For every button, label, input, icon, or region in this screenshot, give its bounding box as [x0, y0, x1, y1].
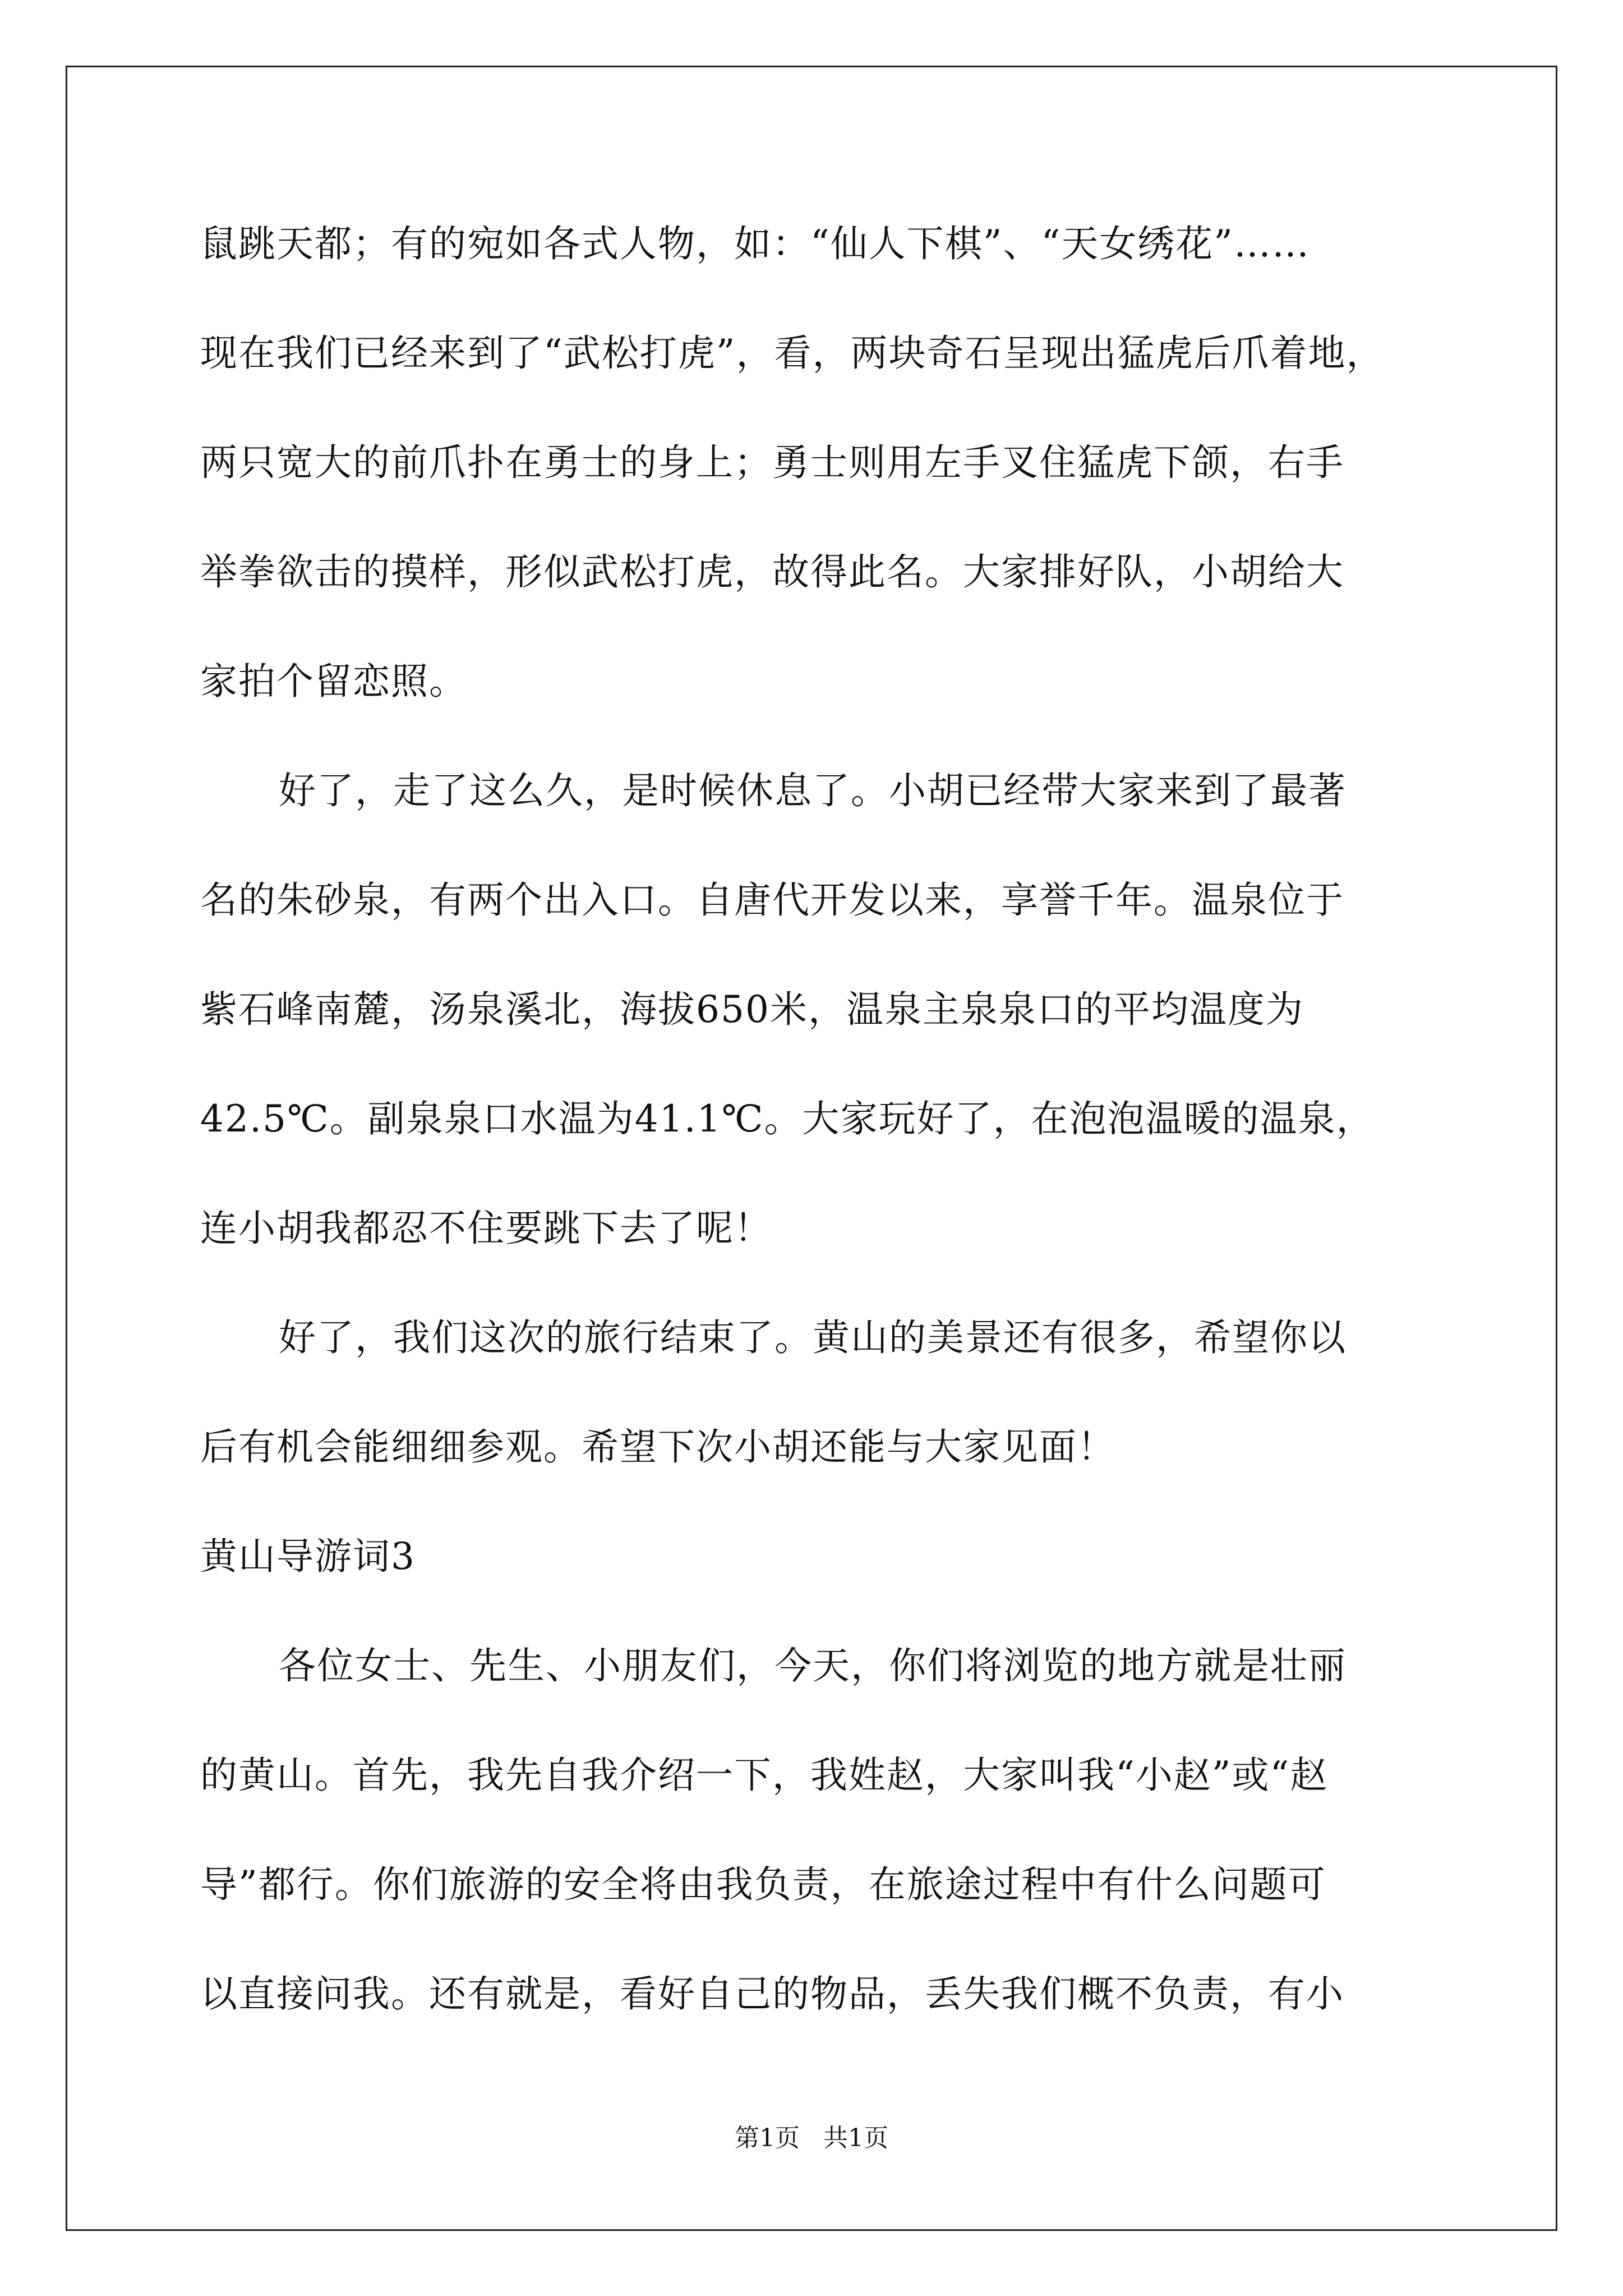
paragraph-line: 后有机会能细细参观。希望下次小胡还能与大家见面！ — [200, 1425, 1115, 1469]
paragraph-line: 名的朱砂泉，有两个出入口。自唐代开发以来，享誉千年。温泉位于 — [200, 878, 1344, 922]
paragraph-line: 连小胡我都忍不住要跳下去了呢！ — [200, 1207, 772, 1250]
paragraph-line: 的黄山。首先，我先自我介绍一下，我姓赵，大家叫我“小赵”或“赵 — [200, 1754, 1329, 1797]
paragraph-line: 紫石峰南麓，汤泉溪北，海拔650米，温泉主泉泉口的平均温度为 — [200, 988, 1304, 1031]
paragraph-line: 现在我们已经来到了“武松打虎”，看，两块奇石呈现出猛虎后爪着地， — [200, 332, 1385, 375]
page-footer: 第1页 共1页 — [735, 2124, 888, 2152]
paragraph-line: 举拳欲击的摸样，形似武松打虎，故得此名。大家排好队，小胡给大 — [200, 550, 1344, 593]
paragraph-line: 导”都行。你们旅游的安全将由我负责，在旅途过程中有什么问题可 — [200, 1863, 1326, 1906]
paragraph-line: 好了，走了这么久，是时候休息了。小胡已经带大家来到了最著 — [279, 769, 1347, 812]
paragraph-line: 各位女士、先生、小朋友们，今天，你们将浏览的地方就是壮丽 — [279, 1644, 1347, 1687]
paragraph-line: 两只宽大的前爪扑在勇士的身上；勇士则用左手叉住猛虎下颌，右手 — [200, 441, 1344, 484]
paragraph-line: 42.5℃。副泉泉口水温为41.1℃。大家玩好了，在泡泡温暖的温泉， — [200, 1097, 1375, 1140]
paragraph-line: 鼠跳天都；有的宛如各式人物，如：“仙人下棋”、“天女绣花”…… — [200, 222, 1310, 265]
section-heading: 黄山导游词3 — [200, 1535, 416, 1578]
paragraph-line: 以直接问我。还有就是，看好自己的物品，丢失我们概不负责，有小 — [200, 1972, 1344, 2016]
paragraph-line: 好了，我们这次的旅行结束了。黄山的美景还有很多，希望你以 — [279, 1316, 1347, 1359]
paragraph-line: 家拍个留恋照。 — [200, 660, 467, 703]
